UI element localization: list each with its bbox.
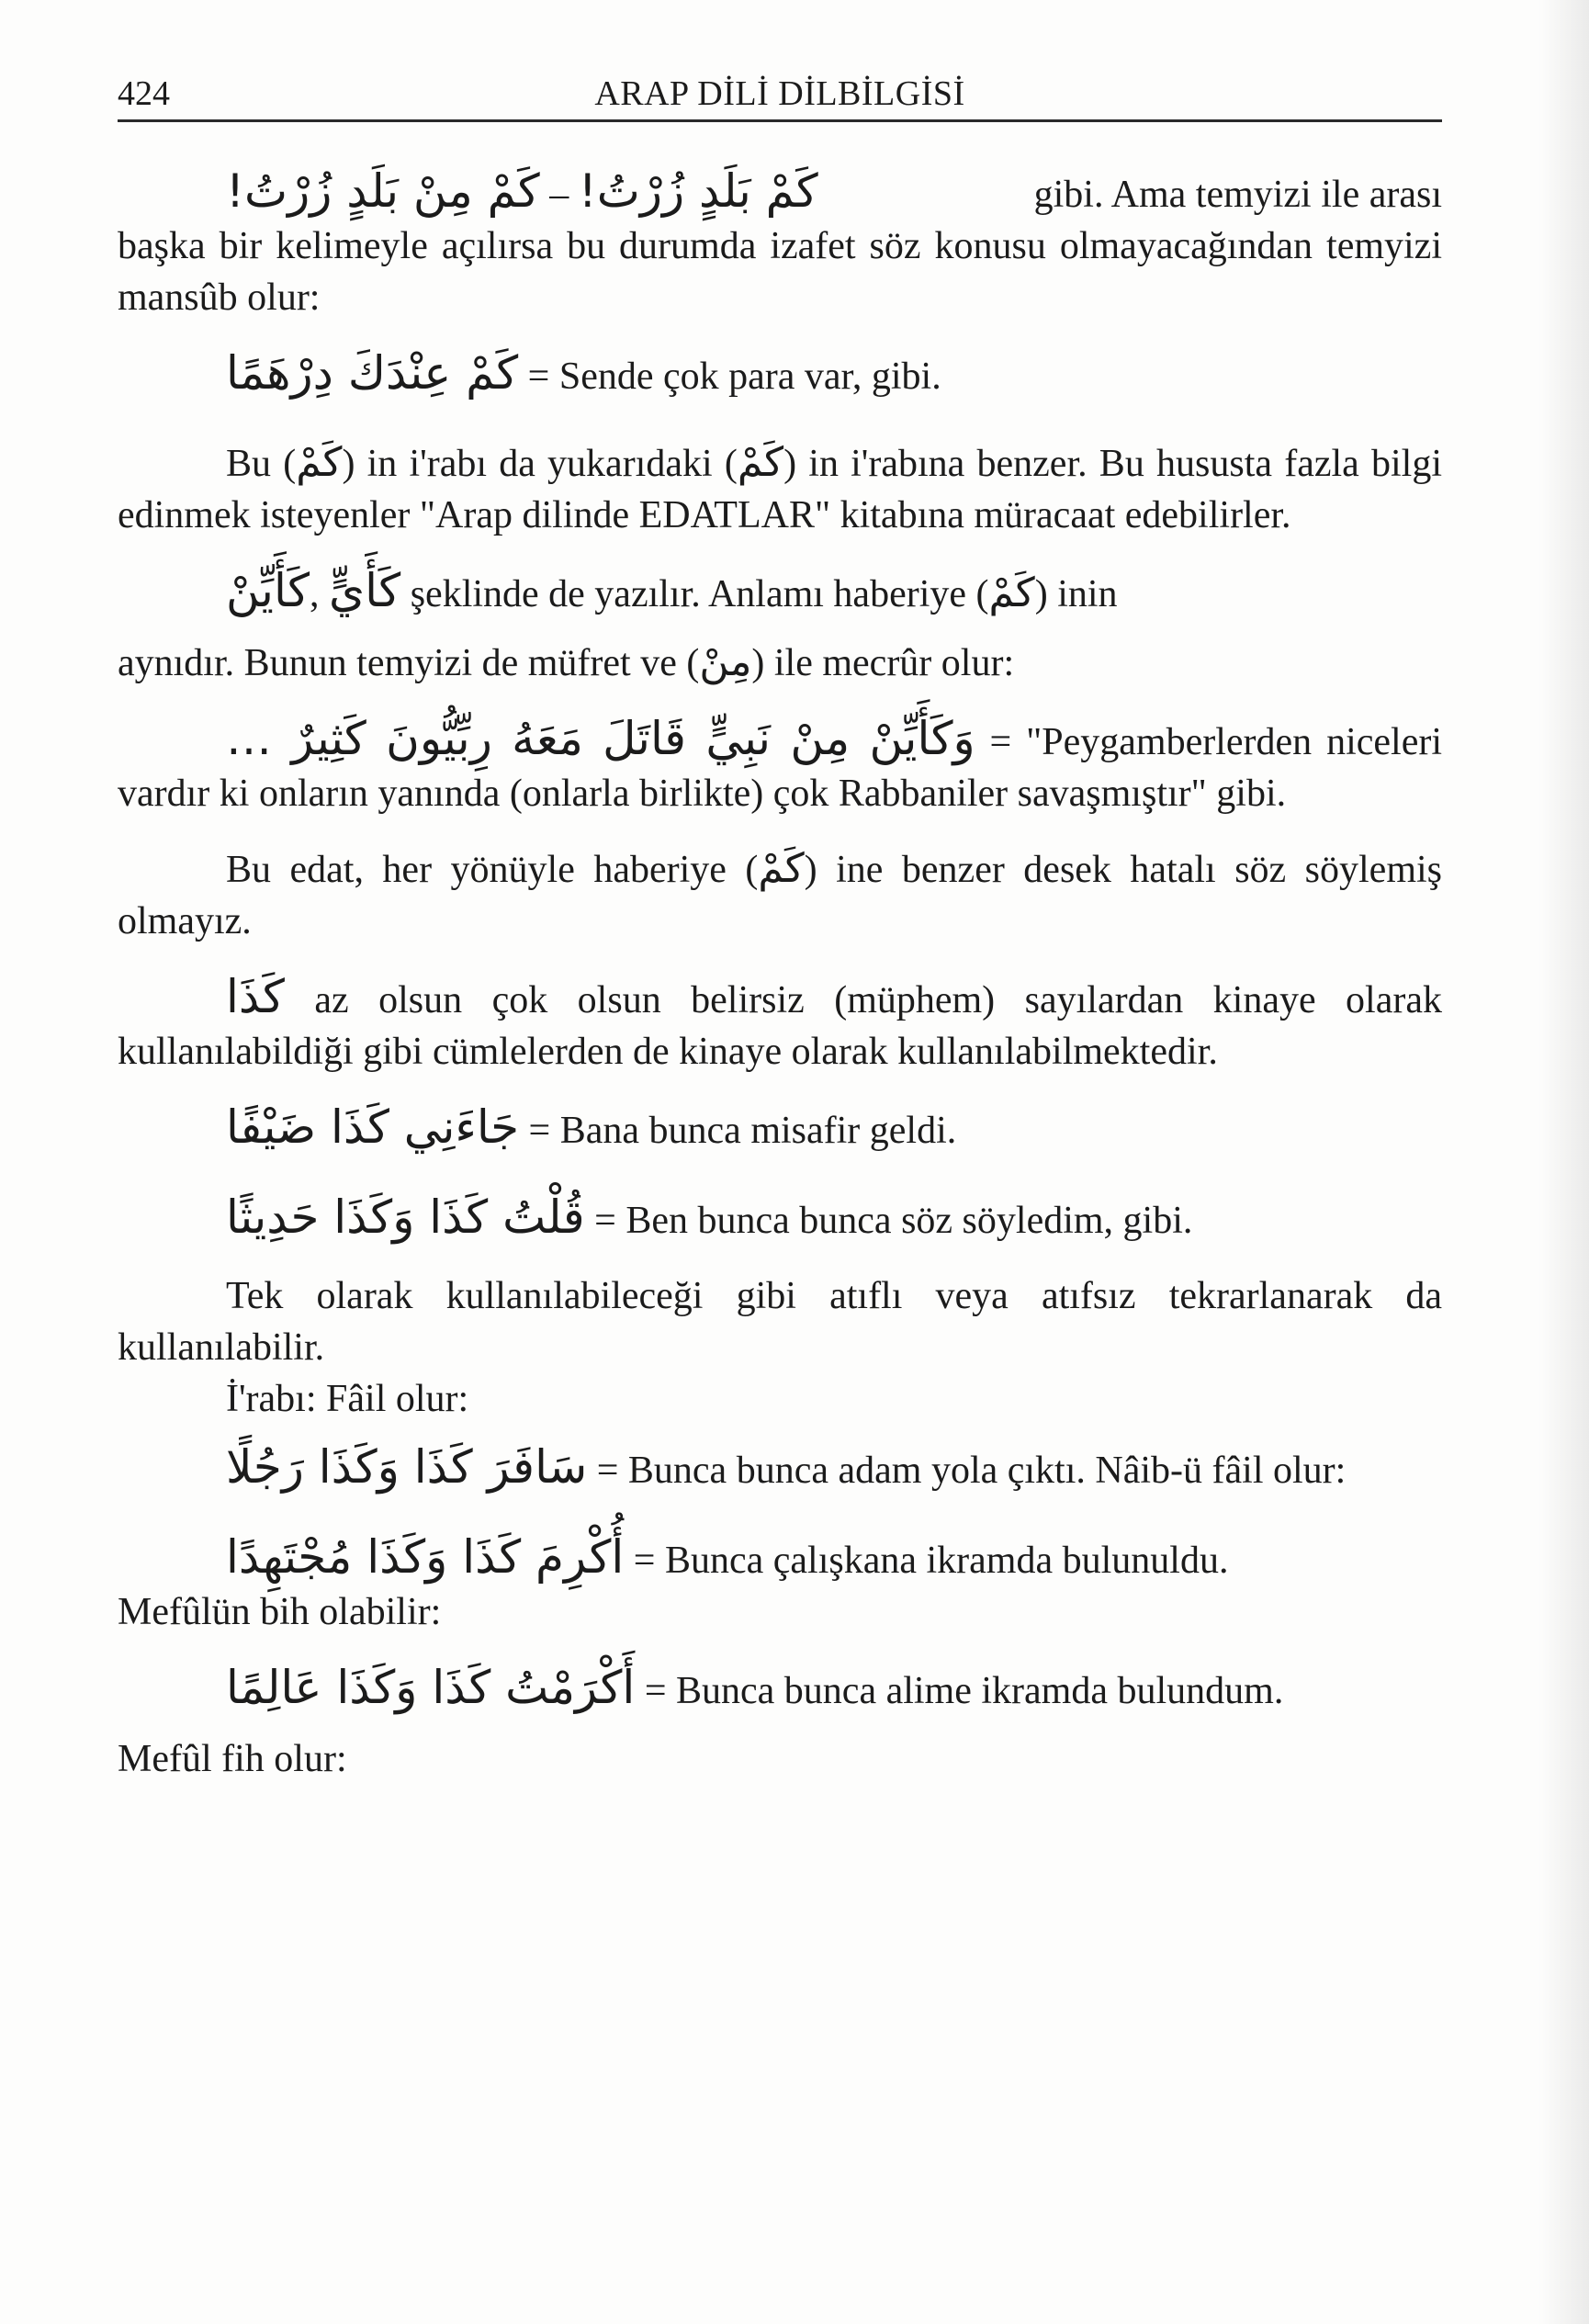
- arabic-phrase: كَمْ بَلَدٍ زُرْتُ!: [578, 164, 818, 218]
- arabic-word: كَمْ: [737, 439, 784, 486]
- text-span: ) in i'rabına benzer. Bu hususta fazla bilgi edinmek isteyenler "Arap dilinde EDATLAR" kitabına müracaat edebilirler.: [118, 443, 1442, 536]
- arabic-word: كَمْ: [988, 570, 1035, 616]
- arabic-word: كَأَيٍّ: [329, 564, 401, 617]
- dash: –: [539, 174, 579, 216]
- text-span: şeklinde de yazılır. Anlamı haberiye (: [400, 573, 989, 615]
- paragraph-irab: [118, 437, 1442, 541]
- kam-example-arabic: [226, 165, 818, 220]
- text-span: ,: [310, 573, 330, 615]
- example-line: [118, 1662, 1442, 1717]
- page-header: [118, 62, 1442, 122]
- text-span: Bu edat, her yönüyle haberiye (: [226, 849, 759, 891]
- text-span: ) in i'rabı da yukarıdaki (: [342, 443, 738, 485]
- arabic-example: أَكْرَمْتُ كَذَا وَكَذَا عَالِمًا: [226, 1661, 636, 1714]
- arabic-word: كَأَيِّنْ: [226, 564, 310, 617]
- text-span: az olsun çok olsun belirsiz (müphem) sayılardan kinaye olarak kullanılabildiği gibi cümlelerden de kinaye olarak kullanılabilmektedir.: [118, 979, 1442, 1073]
- example-line: [118, 1531, 1442, 1586]
- page-body: [118, 165, 1442, 1785]
- text-span: ) ile mecrûr olur:: [751, 642, 1015, 684]
- paragraph-kam-example: [118, 165, 1442, 220]
- running-title: ARAP DİLİ DİLBİLGİSİ: [594, 74, 965, 113]
- arabic-example: وَكَأَيِّنْ مِنْ نَبِيٍّ قَاتَلَ مَعَهُ رِبِّيُّونَ كَثِيرٌ …: [226, 712, 975, 765]
- page-number: 424: [118, 74, 170, 113]
- example-translation: = "Peygamberlerden niceleri vardır ki onların yanında (onlarla birlikte) çok Rabbaniler savaşmıştır" gibi.: [118, 721, 1442, 815]
- paragraph-haberiye: [118, 843, 1442, 947]
- text-span: aynıdır. Bunun temyizi de müfret ve (: [118, 642, 700, 684]
- arabic-example: أُكْرِمَ كَذَا وَكَذَا مُجْتَهِدًا: [226, 1530, 625, 1584]
- paragraph-example-fail: [118, 1441, 1442, 1496]
- example-translation: = Bunca bunca alime ikramda bulundum.: [635, 1670, 1284, 1712]
- arabic-example: قُلْتُ كَذَا وَكَذَا حَدِيثًا: [226, 1190, 585, 1244]
- arabic-example: جَاءَنِي كَذَا ضَيْفًا: [226, 1100, 520, 1154]
- text-span: gibi. Ama temyizi ile arası: [1033, 174, 1442, 216]
- example-translation: = Ben bunca bunca söz söyledim, gibi.: [584, 1200, 1193, 1242]
- example-translation: = Bana bunca misafir geldi.: [519, 1110, 957, 1152]
- example-line: [118, 1191, 1442, 1247]
- text-span: ) ine benzer desek hatalı söz söylemiş olmayız.: [118, 849, 1442, 942]
- paragraph-keeyyin: [118, 565, 1442, 620]
- example-line: [118, 347, 1442, 402]
- paragraph-text: [118, 637, 1442, 689]
- paragraph-text: Tek olarak kullanılabileceği gibi atıflı veya atıfsız tekrarlanarak da kullanılabilir.: [118, 1275, 1442, 1369]
- example-translation: = Bunca bunca adam yola çıktı. Nâib-ü fâil olur:: [587, 1450, 1347, 1492]
- example-translation: = Sende çok para var, gibi.: [518, 355, 941, 398]
- text-span: ) inin: [1034, 573, 1118, 615]
- paragraph-example-quran: [118, 713, 1442, 819]
- arabic-example: كَمْ عِنْدَكَ دِرْهَمًا: [226, 346, 519, 400]
- paragraph-text: Mefûl fih olur:: [118, 1738, 347, 1780]
- paragraph-kaza: [118, 971, 1442, 1077]
- arabic-phrase: كَمْ مِنْ بَلَدٍ زُرْتُ!: [226, 164, 540, 218]
- page-edge-shadow: [1538, 0, 1589, 2324]
- arabic-example: سَافَرَ كَذَا وَكَذَا رَجُلًا: [226, 1440, 588, 1494]
- section-label-irab: İ'rabı: Fâil olur:: [226, 1378, 469, 1420]
- example-line: [118, 1101, 1442, 1156]
- text-span: Bu (: [226, 443, 297, 485]
- arabic-word: مِنْ: [699, 638, 752, 685]
- paragraph-text: Mefûlün bih olabilir:: [118, 1591, 442, 1633]
- arabic-word: كَمْ: [758, 845, 805, 892]
- arabic-word: كَمْ: [296, 439, 343, 486]
- example-translation: = Bunca çalışkana ikramda bulunuldu.: [624, 1540, 1229, 1582]
- arabic-word: كَذَا: [226, 970, 285, 1023]
- paragraph-text: başka bir kelimeyle açılırsa bu durumda izafet söz konusu olmayacağından temyizi mansûb olur:: [118, 225, 1442, 319]
